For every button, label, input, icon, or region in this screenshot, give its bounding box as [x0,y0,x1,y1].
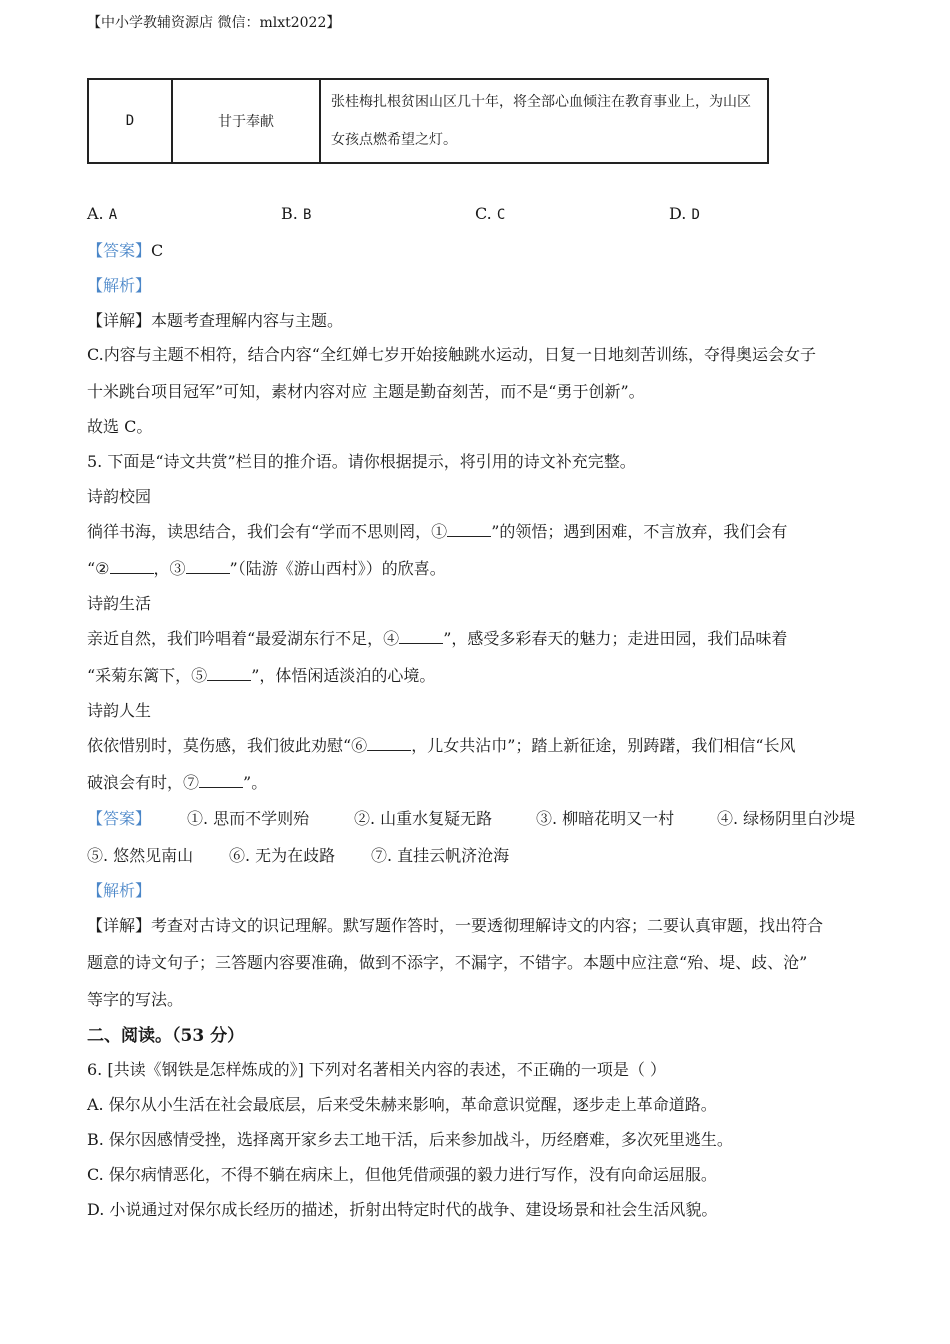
fill-blank [207,666,251,681]
q4-answer: 【答案】C [87,241,164,260]
q5-detail-line-1: 【详解】考查对古诗文的识记理解。默写题作答时，一要透彻理解诗文的内容；二要认真审题，找出符合 [87,916,824,935]
q6-stem: 6. [共读《钢铁是怎样炼成的》] 下列对名著相关内容的表述，不正确的一项是（ ） [87,1060,667,1079]
q5-section-1-line-1: 徜徉书海，读思结合，我们会有“学而不思则罔，① ”的领悟；遇到困难，不言放弃，我们会有 [87,522,788,541]
q5-answer-item: ⑥. 无为在歧路 [229,846,336,865]
q4-option-b: B. B [281,204,312,223]
fill-blank [110,559,154,574]
q5-answer-item: ⑦. 直挂云帆济沧海 [371,846,510,865]
q5-section-3-line-2: 破浪会有时，⑦ ”。 [87,773,268,792]
q4-option-d: D. D [669,204,700,223]
q5-section-title: 诗韵校园 [87,487,152,506]
q4-conclusion: 故选 C。 [87,417,153,436]
q5-answer-item: ①. 思而不学则殆 [187,809,310,828]
table-cell-theme: 甘于奉献 [172,79,320,163]
q5-answer-item: ④. 绿杨阴里白沙堤 [717,809,856,828]
q5-detail-line-2: 题意的诗文句子；三答题内容要准确，做到不添字，不漏字，不错字。本题中应注意“殆、堤、歧、沧” [87,953,808,972]
q5-section-1-line-2: “② ，③ ”（陆游《游山西村》）的欣喜。 [87,559,446,578]
q5-section-title: 诗韵人生 [87,701,152,720]
q5-detail-line-3: 等字的写法。 [87,990,184,1009]
fill-blank [399,629,443,644]
q5-analysis-tag: 【解析】 [87,881,152,900]
fill-blank [186,559,230,574]
q5-answer-item: ⑤. 悠然见南山 [87,846,194,865]
q5-section-title: 诗韵生活 [87,594,152,613]
q4-detail: 【详解】本题考查理解内容与主题。 [87,311,344,330]
section-heading: 二、阅读。（53 分） [87,1026,245,1046]
q4-explain-line-1: C.内容与主题不相符，结合内容“全红婵七岁开始接触跳水运动，日复一日地刻苦训练，夺得奥运会女子 [87,345,816,364]
table-cell-content: 张桂梅扎根贫困山区几十年，将全部心血倾注在教育事业上，为山区女孩点燃希望之灯。 [320,79,768,163]
fill-blank [199,773,243,788]
q4-option-c: C. C [475,204,506,223]
fill-blank [367,736,411,751]
q4-analysis-tag: 【解析】 [87,276,152,295]
q5-section-2-line-1: 亲近自然，我们吟唱着“最爱湖东行不足，④ ”，感受多彩春天的魅力；走进田园，我们品味着 [87,629,788,648]
q5-answer-item: ②. 山重水复疑无路 [354,809,493,828]
table-row [88,79,768,163]
q6-option-c: C. 保尔病情恶化，不得不躺在病床上，但他凭借顽强的毅力进行写作，没有向命运屈服。 [87,1165,717,1184]
q5-answer-item: ③. 柳暗花明又一村 [536,809,675,828]
q6-option-b: B. 保尔因感情受挫，选择离开家乡去工地干活，后来参加战斗，历经磨难，多次死里逃生。 [87,1130,733,1149]
q5-section-3-line-1: 依依惜别时，莫伤感，我们彼此劝慰“⑥ ，儿女共沾巾”；踏上新征途，别踌躇，我们相信“长风 [87,736,796,755]
q5-answer-tag: 【答案】 [87,809,152,828]
theme-table [87,78,769,164]
fill-blank [447,522,491,537]
q5-stem: 5. 下面是“诗文共赏”栏目的推介语。请你根据提示，将引用的诗文补充完整。 [87,452,636,471]
q6-option-a: A. 保尔从小生活在社会最底层，后来受朱赫来影响，革命意识觉醒，逐步走上革命道路。 [87,1095,717,1114]
q6-option-d: D. 小说通过对保尔成长经历的描述，折射出特定时代的战争、建设场景和社会生活风貌。 [87,1200,718,1219]
q5-section-2-line-2: “采菊东篱下，⑤ ”，体悟闲适淡泊的心境。 [87,666,436,685]
q4-explain-line-2: 十米跳台项目冠军”可知，素材内容对应 主题是勤奋刻苦，而不是“勇于创新”。 [87,382,645,401]
q4-option-a: A. A [87,204,118,223]
page-header-source: 【中小学教辅资源店 微信：mlxt2022】 [87,15,341,31]
table-cell-option: D [88,79,172,163]
